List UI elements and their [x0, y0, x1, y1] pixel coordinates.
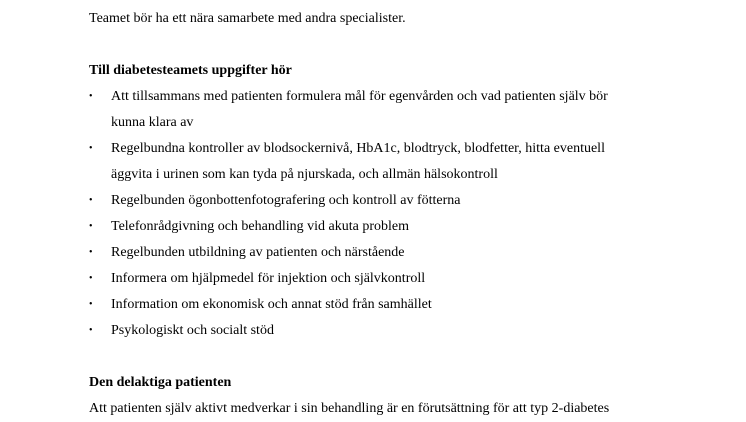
list-item-line: Regelbunden utbildning av patienten och närstående: [111, 245, 405, 260]
list-item-line: Informera om hjälpmedel för injektion och självkontroll: [111, 271, 426, 286]
list-item: [89, 266, 689, 292]
list-item-line: Regelbunden ögonbottenfotografering och kontroll av fötterna: [111, 193, 461, 208]
list-item: [89, 136, 689, 188]
bullet-icon: •: [89, 91, 93, 102]
bullet-icon: •: [89, 195, 93, 206]
section-heading-team-tasks: Till diabetesteamets uppgifter hör: [89, 63, 292, 78]
list-item-line: Regelbundna kontroller av blodsockernivå, HbA1c, blodtryck, blodfetter, hitta eventuell: [111, 141, 605, 156]
bullet-icon: •: [89, 221, 93, 232]
list-item: [89, 84, 689, 136]
intro-text: Teamet bör ha ett nära samarbete med andra specialister.: [89, 11, 406, 26]
body-paragraph: Att patienten själv aktivt medverkar i sin behandling är en förutsättning för att typ 2-diabetes: [89, 401, 610, 416]
list-item: [89, 292, 689, 318]
bullet-icon: •: [89, 299, 93, 310]
list-item: [89, 188, 689, 214]
list-item-line: Telefonrådgivning och behandling vid akuta problem: [111, 219, 409, 234]
section-heading-participating-patient: Den delaktiga patienten: [89, 375, 232, 390]
list-item-line: kunna klara av: [111, 115, 194, 130]
list-item: [89, 240, 689, 266]
list-item-line: äggvita i urinen som kan tyda på njurskada, och allmän hälsokontroll: [111, 167, 498, 182]
list-item-line: Att tillsammans med patienten formulera mål för egenvården och vad patienten själv bör: [111, 89, 608, 104]
list-item-line: Information om ekonomisk och annat stöd från samhället: [111, 297, 432, 312]
bullet-icon: •: [89, 273, 93, 284]
list-item-line: Psykologiskt och socialt stöd: [111, 323, 274, 338]
list-item: [89, 318, 689, 344]
bullet-icon: •: [89, 325, 93, 336]
bullet-icon: •: [89, 143, 93, 154]
bullet-icon: •: [89, 247, 93, 258]
list-item: [89, 214, 689, 240]
team-tasks-list: [89, 84, 689, 344]
